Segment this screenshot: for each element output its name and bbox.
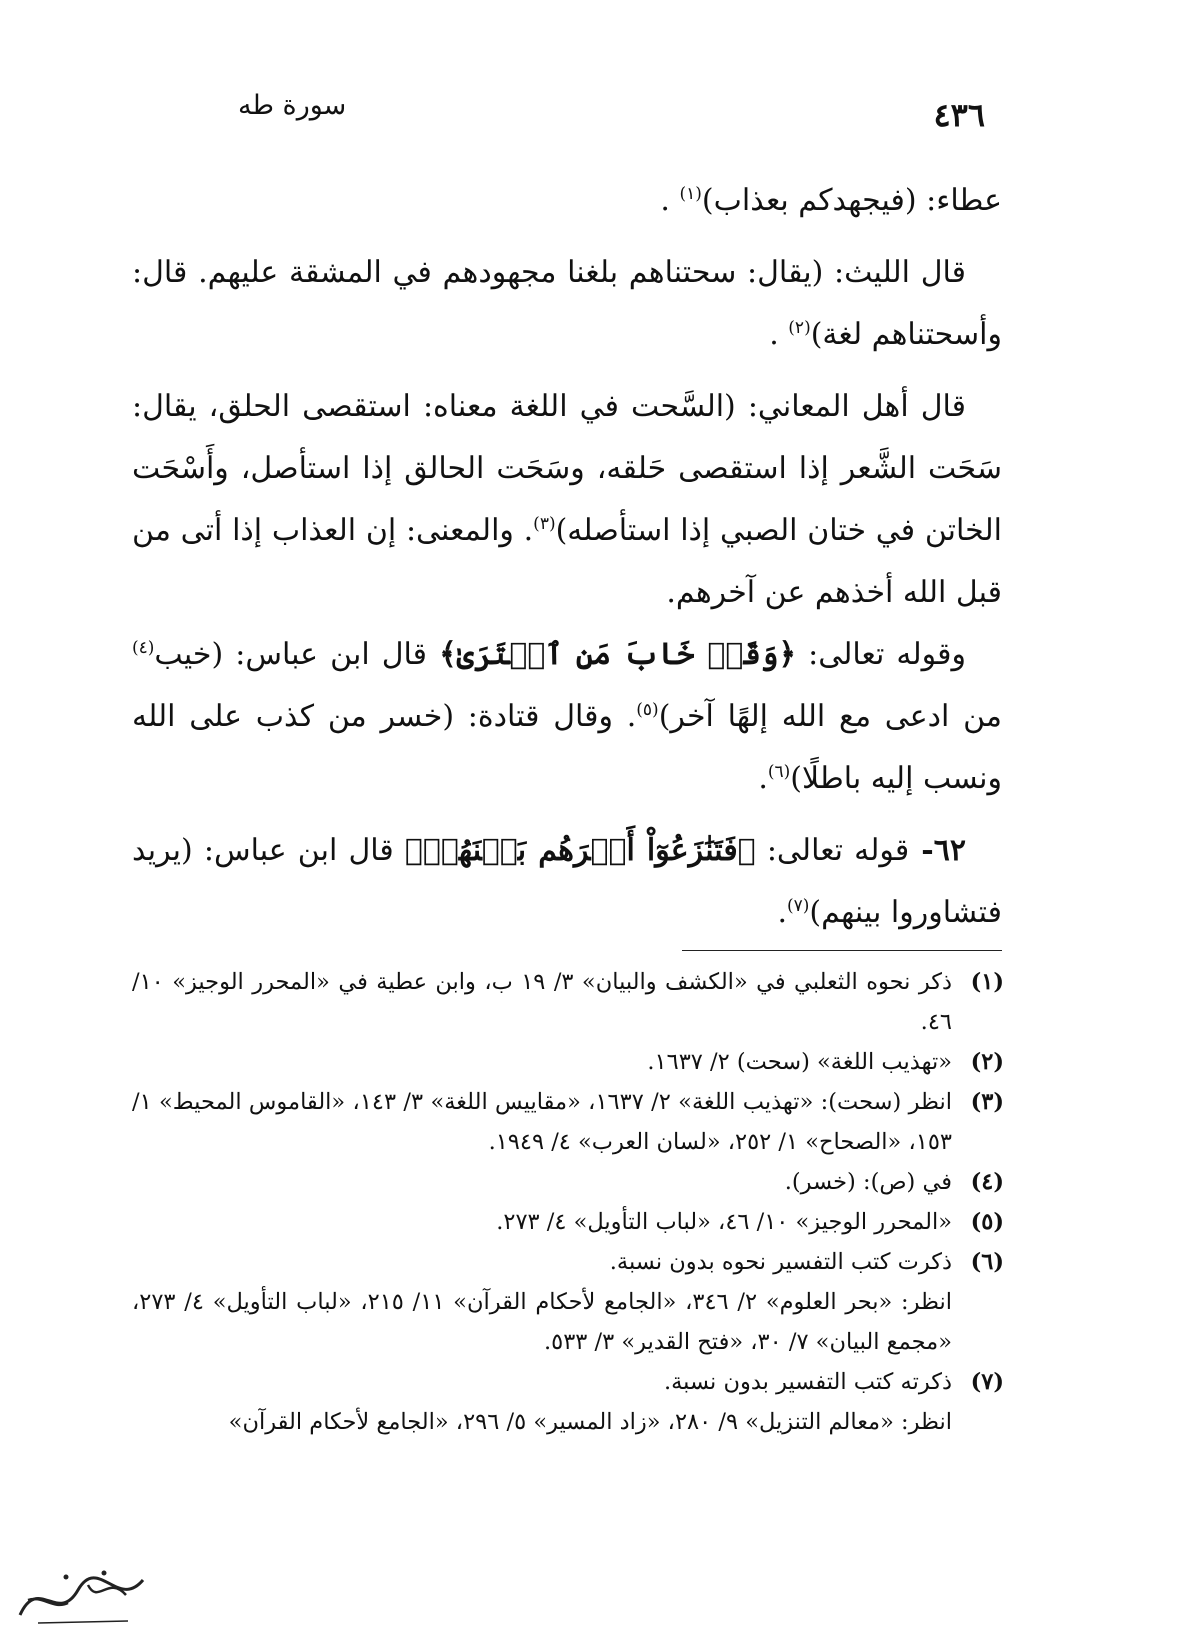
quran-verse: ﴿فَتَنَٰزَعُوٓاْ أَمۡرَهُم بَيۡنَهُمۡ﴾ — [404, 833, 756, 868]
footnote-number: (٢) — [970, 1049, 1004, 1075]
footnote-ref-2[interactable]: (٢) — [788, 318, 811, 338]
page-number: ٤٣٦ — [933, 96, 985, 134]
surah-title: سورة طه — [238, 90, 347, 121]
footnote: (٢) «تهذيب اللغة» (سحت) ٢/ ١٦٣٧. — [132, 1042, 1004, 1082]
footnote: (٦) ذكرت كتب التفسير نحوه بدون نسبة. انظر: «بحر العلوم» ٢/ ٣٤٦، «الجامع لأحكام القرآن» ١١/ ٢١٥، «لباب التأويل» ٤/ ٢٧٣، «مجمع البيان» ٧/ ٣٠، «فتح القدير» ٣/ ٥٣٣. — [132, 1242, 1004, 1362]
quran-verse: ﴿وَقَدۡ خَابَ مَنِ ٱفۡتَرَىٰ﴾ — [439, 637, 797, 672]
paragraph-5: ٦٢- قوله تعالى: ﴿فَتَنَٰزَعُوٓاْ أَمۡرَهُم بَيۡنَهُمۡ﴾ قال ابن عباس: (يريد فتشاوروا بينهم)$^{(٧)}$. — [132, 833, 1002, 930]
footnote: (٥) «المحرر الوجيز» ١٠/ ٤٦، «لباب التأويل» ٤/ ٢٧٣. — [132, 1202, 1004, 1242]
footnote-number: (١) — [970, 969, 1004, 995]
footnote-divider — [682, 950, 1002, 951]
footnote-number: (٧) — [970, 1369, 1004, 1395]
paragraph-3: قال أهل المعاني: (السَّحت في اللغة معناه: استقصى الحلق، يقال: سَحَت الشَّعر إذا استقصى حَلقه، وسَحَت الحالق إذا استأصل، وأَسْحَت الخاتن في ختان الصبي إذا استأصله)$^{(٣)}$. والمعنى: إن العذاب إذا أتى من قبل الله أخذهم عن آخرهم. — [132, 389, 1002, 610]
paragraph-1: عطاء: (فيجهدكم بعذاب)$^{(١)}$ . — [660, 183, 1002, 218]
footnote-number: (٥) — [970, 1209, 1004, 1235]
main-text — [132, 170, 1002, 944]
footnote: (٧) ذكرته كتب التفسير بدون نسبة. انظر: «معالم التنزيل» ٩/ ٢٨٠، «زاد المسير» ٥/ ٢٩٦، «الجامع لأحكام القرآن» — [132, 1362, 1004, 1442]
footnote: (٤) في (ص): (خسر). — [132, 1162, 1004, 1202]
footnote: (١) ذكر نحوه الثعلبي في «الكشف والبيان» ٣/ ١٩ ب، وابن عطية في «المحرر الوجيز» ١٠/ ٤٦. — [132, 962, 1004, 1042]
calligraphy-logo — [8, 1555, 158, 1635]
footnote-number: (٦) — [970, 1249, 1004, 1275]
footnote-ref-6[interactable]: (٦) — [767, 762, 791, 782]
paragraph-2: قال الليث: (يقال: سحتناهم بلغنا مجهودهم في المشقة عليهم. قال: وأسحتناهم لغة)$^{(٢)}$ . — [132, 255, 1002, 352]
footnote-ref-3[interactable]: (٣) — [533, 514, 556, 534]
footnote: (٣) انظر (سحت): «تهذيب اللغة» ٢/ ١٦٣٧، «مقاييس اللغة» ٣/ ١٤٣، «القاموس المحيط» ١/ ١٥٣، «الصحاح» ١/ ٢٥٢، «لسان العرب» ٤/ ١٩٤٩. — [132, 1082, 1004, 1162]
footnote-number: (٤) — [970, 1169, 1004, 1195]
footnote-ref-5[interactable]: (٥) — [636, 700, 659, 720]
footnote-ref-7[interactable]: (٧) — [786, 896, 810, 916]
verse-number: ٦٢- — [909, 833, 966, 868]
footnotes — [132, 962, 1004, 1442]
footnote-ref-4[interactable]: (٤) — [132, 638, 155, 658]
paragraph-4: وقوله تعالى: ﴿وَقَدۡ خَابَ مَنِ ٱفۡتَرَىٰ﴾ قال ابن عباس: (خيب$^{(٤)}$ من ادعى مع الله إلهًا آخر)$^{(٥)}$. وقال قتادة: (خسر من كذب على الله ونسب إليه باطلًا)$^{(٦)}$. — [132, 637, 1002, 796]
footnote-ref-1[interactable]: (١) — [679, 184, 702, 204]
footnote-number: (٣) — [970, 1089, 1004, 1115]
